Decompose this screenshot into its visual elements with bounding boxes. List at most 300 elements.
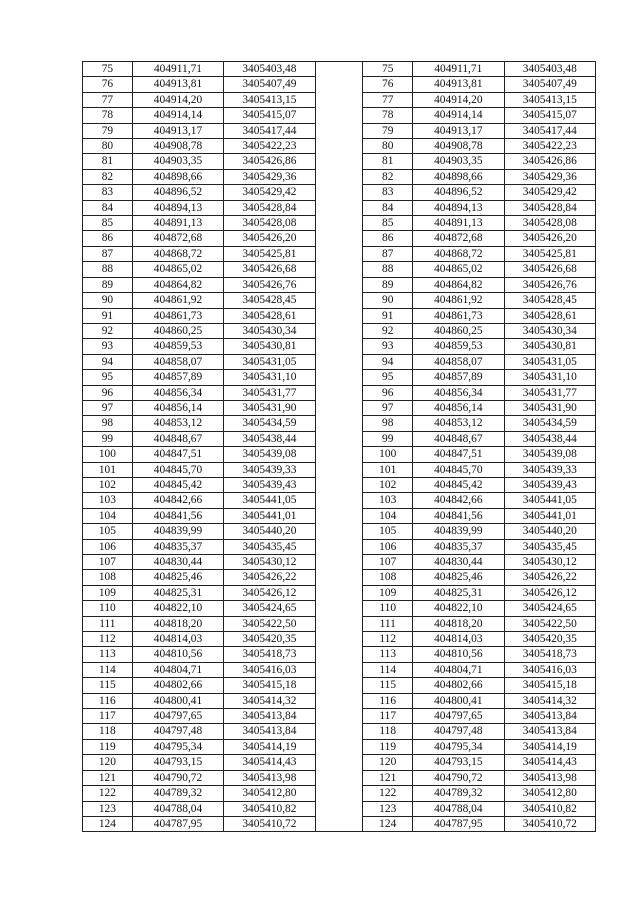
point-number-cell-right: 98 (363, 416, 413, 431)
x-coordinate-cell-right: 404847,51 (413, 447, 504, 462)
point-number-cell-left: 108 (83, 570, 133, 585)
table-row (83, 123, 596, 138)
table-row (83, 539, 596, 554)
y-coordinate-cell-right: 3405426,22 (504, 570, 595, 585)
x-coordinate-cell-right: 404911,71 (413, 62, 504, 77)
table-row (83, 786, 596, 801)
spacer-cell (315, 77, 363, 92)
spacer-cell (315, 493, 363, 508)
x-coordinate-cell-left: 404845,42 (132, 477, 223, 492)
x-coordinate-cell-right: 404825,46 (413, 570, 504, 585)
table-row (83, 231, 596, 246)
point-number-cell-right: 84 (363, 200, 413, 215)
y-coordinate-cell-right: 3405410,82 (504, 801, 595, 816)
table-row (83, 246, 596, 261)
point-number-cell-left: 78 (83, 108, 133, 123)
point-number-cell-right: 97 (363, 400, 413, 415)
point-number-cell-right: 110 (363, 601, 413, 616)
point-number-cell-right: 112 (363, 632, 413, 647)
x-coordinate-cell-left: 404847,51 (132, 447, 223, 462)
y-coordinate-cell-left: 3405413,98 (224, 770, 315, 785)
x-coordinate-cell-left: 404793,15 (132, 755, 223, 770)
x-coordinate-cell-right: 404861,92 (413, 293, 504, 308)
point-number-cell-left: 92 (83, 323, 133, 338)
y-coordinate-cell-right: 3405426,76 (504, 277, 595, 292)
y-coordinate-cell-right: 3405418,73 (504, 647, 595, 662)
x-coordinate-cell-left: 404802,66 (132, 678, 223, 693)
x-coordinate-cell-left: 404845,70 (132, 462, 223, 477)
x-coordinate-cell-right: 404860,25 (413, 323, 504, 338)
point-number-cell-left: 98 (83, 416, 133, 431)
x-coordinate-cell-left: 404825,31 (132, 585, 223, 600)
y-coordinate-cell-left: 3405412,80 (224, 786, 315, 801)
y-coordinate-cell-right: 3405439,08 (504, 447, 595, 462)
point-number-cell-right: 117 (363, 709, 413, 724)
x-coordinate-cell-left: 404914,14 (132, 108, 223, 123)
table-row (83, 216, 596, 231)
x-coordinate-cell-right: 404859,53 (413, 339, 504, 354)
y-coordinate-cell-left: 3405440,20 (224, 524, 315, 539)
point-number-cell-right: 86 (363, 231, 413, 246)
point-number-cell-left: 117 (83, 709, 133, 724)
x-coordinate-cell-right: 404800,41 (413, 693, 504, 708)
spacer-cell (315, 385, 363, 400)
point-number-cell-right: 89 (363, 277, 413, 292)
point-number-cell-left: 86 (83, 231, 133, 246)
y-coordinate-cell-right: 3405430,81 (504, 339, 595, 354)
spacer-cell (315, 308, 363, 323)
point-number-cell-left: 80 (83, 139, 133, 154)
y-coordinate-cell-left: 3405430,12 (224, 555, 315, 570)
x-coordinate-cell-right: 404795,34 (413, 739, 504, 754)
table-row (83, 169, 596, 184)
y-coordinate-cell-right: 3405426,12 (504, 585, 595, 600)
y-coordinate-cell-left: 3405414,43 (224, 755, 315, 770)
y-coordinate-cell-left: 3405418,73 (224, 647, 315, 662)
point-number-cell-right: 105 (363, 524, 413, 539)
table-row (83, 277, 596, 292)
y-coordinate-cell-right: 3405431,90 (504, 400, 595, 415)
point-number-cell-right: 121 (363, 770, 413, 785)
point-number-cell-left: 85 (83, 216, 133, 231)
point-number-cell-left: 84 (83, 200, 133, 215)
spacer-cell (315, 216, 363, 231)
y-coordinate-cell-left: 3405439,43 (224, 477, 315, 492)
y-coordinate-cell-left: 3405426,22 (224, 570, 315, 585)
table-row (83, 601, 596, 616)
point-number-cell-left: 114 (83, 662, 133, 677)
x-coordinate-cell-right: 404858,07 (413, 354, 504, 369)
table-row (83, 139, 596, 154)
y-coordinate-cell-right: 3405417,44 (504, 123, 595, 138)
x-coordinate-cell-left: 404913,17 (132, 123, 223, 138)
spacer-cell (315, 724, 363, 739)
x-coordinate-cell-right: 404898,66 (413, 169, 504, 184)
point-number-cell-left: 91 (83, 308, 133, 323)
point-number-cell-right: 90 (363, 293, 413, 308)
table-row (83, 62, 596, 77)
x-coordinate-cell-right: 404825,31 (413, 585, 504, 600)
x-coordinate-cell-right: 404835,37 (413, 539, 504, 554)
y-coordinate-cell-left: 3405414,19 (224, 739, 315, 754)
point-number-cell-left: 102 (83, 477, 133, 492)
y-coordinate-cell-left: 3405426,12 (224, 585, 315, 600)
table-row (83, 77, 596, 92)
spacer-cell (315, 62, 363, 77)
point-number-cell-left: 76 (83, 77, 133, 92)
point-number-cell-left: 94 (83, 354, 133, 369)
table-row (83, 416, 596, 431)
x-coordinate-cell-left: 404830,44 (132, 555, 223, 570)
point-number-cell-right: 93 (363, 339, 413, 354)
point-number-cell-left: 95 (83, 370, 133, 385)
x-coordinate-cell-left: 404788,04 (132, 801, 223, 816)
x-coordinate-cell-right: 404903,35 (413, 154, 504, 169)
y-coordinate-cell-right: 3405439,33 (504, 462, 595, 477)
x-coordinate-cell-left: 404872,68 (132, 231, 223, 246)
x-coordinate-cell-right: 404894,13 (413, 200, 504, 215)
y-coordinate-cell-left: 3405426,20 (224, 231, 315, 246)
point-number-cell-left: 93 (83, 339, 133, 354)
table-row (83, 524, 596, 539)
table-row (83, 585, 596, 600)
x-coordinate-cell-left: 404859,53 (132, 339, 223, 354)
table-row (83, 108, 596, 123)
x-coordinate-cell-left: 404858,07 (132, 354, 223, 369)
point-number-cell-right: 101 (363, 462, 413, 477)
point-number-cell-right: 95 (363, 370, 413, 385)
point-number-cell-right: 122 (363, 786, 413, 801)
x-coordinate-cell-left: 404861,92 (132, 293, 223, 308)
y-coordinate-cell-left: 3405403,48 (224, 62, 315, 77)
y-coordinate-cell-left: 3405441,01 (224, 508, 315, 523)
y-coordinate-cell-left: 3405438,44 (224, 431, 315, 446)
x-coordinate-cell-right: 404845,42 (413, 477, 504, 492)
y-coordinate-cell-right: 3405413,84 (504, 724, 595, 739)
y-coordinate-cell-left: 3405441,05 (224, 493, 315, 508)
y-coordinate-cell-right: 3405431,77 (504, 385, 595, 400)
spacer-cell (315, 585, 363, 600)
y-coordinate-cell-right: 3405410,72 (504, 816, 595, 831)
table-row (83, 493, 596, 508)
y-coordinate-cell-left: 3405420,35 (224, 632, 315, 647)
spacer-cell (315, 123, 363, 138)
y-coordinate-cell-right: 3405428,84 (504, 200, 595, 215)
y-coordinate-cell-left: 3405413,84 (224, 709, 315, 724)
table-row (83, 339, 596, 354)
x-coordinate-cell-right: 404913,81 (413, 77, 504, 92)
y-coordinate-cell-left: 3405416,03 (224, 662, 315, 677)
point-number-cell-right: 85 (363, 216, 413, 231)
x-coordinate-cell-right: 404868,72 (413, 246, 504, 261)
spacer-cell (315, 200, 363, 215)
x-coordinate-cell-left: 404864,82 (132, 277, 223, 292)
point-number-cell-left: 87 (83, 246, 133, 261)
x-coordinate-cell-right: 404822,10 (413, 601, 504, 616)
point-number-cell-left: 83 (83, 185, 133, 200)
point-number-cell-right: 111 (363, 616, 413, 631)
table-row (83, 477, 596, 492)
x-coordinate-cell-left: 404857,89 (132, 370, 223, 385)
point-number-cell-left: 115 (83, 678, 133, 693)
point-number-cell-right: 119 (363, 739, 413, 754)
x-coordinate-cell-left: 404908,78 (132, 139, 223, 154)
y-coordinate-cell-left: 3405430,81 (224, 339, 315, 354)
point-number-cell-right: 118 (363, 724, 413, 739)
point-number-cell-left: 124 (83, 816, 133, 831)
spacer-cell (315, 154, 363, 169)
y-coordinate-cell-right: 3405428,08 (504, 216, 595, 231)
y-coordinate-cell-left: 3405430,34 (224, 323, 315, 338)
y-coordinate-cell-right: 3405412,80 (504, 786, 595, 801)
y-coordinate-cell-right: 3405434,59 (504, 416, 595, 431)
table-row (83, 755, 596, 770)
y-coordinate-cell-right: 3405439,43 (504, 477, 595, 492)
y-coordinate-cell-left: 3405431,10 (224, 370, 315, 385)
y-coordinate-cell-right: 3405426,20 (504, 231, 595, 246)
point-number-cell-left: 122 (83, 786, 133, 801)
y-coordinate-cell-right: 3405426,86 (504, 154, 595, 169)
spacer-cell (315, 662, 363, 677)
point-number-cell-left: 81 (83, 154, 133, 169)
y-coordinate-cell-right: 3405420,35 (504, 632, 595, 647)
spacer-cell (315, 678, 363, 693)
point-number-cell-right: 114 (363, 662, 413, 677)
point-number-cell-left: 105 (83, 524, 133, 539)
point-number-cell-left: 77 (83, 92, 133, 107)
point-number-cell-right: 80 (363, 139, 413, 154)
y-coordinate-cell-right: 3405438,44 (504, 431, 595, 446)
spacer-cell (315, 508, 363, 523)
x-coordinate-cell-left: 404835,37 (132, 539, 223, 554)
x-coordinate-cell-left: 404790,72 (132, 770, 223, 785)
point-number-cell-right: 77 (363, 92, 413, 107)
spacer-cell (315, 323, 363, 338)
point-number-cell-right: 83 (363, 185, 413, 200)
spacer-cell (315, 108, 363, 123)
point-number-cell-right: 75 (363, 62, 413, 77)
table-row (83, 154, 596, 169)
y-coordinate-cell-right: 3405413,84 (504, 709, 595, 724)
y-coordinate-cell-right: 3405440,20 (504, 524, 595, 539)
table-row (83, 570, 596, 585)
y-coordinate-cell-right: 3405430,34 (504, 323, 595, 338)
spacer-cell (315, 739, 363, 754)
table-row (83, 200, 596, 215)
y-coordinate-cell-right: 3405431,10 (504, 370, 595, 385)
y-coordinate-cell-left: 3405415,07 (224, 108, 315, 123)
spacer-cell (315, 92, 363, 107)
point-number-cell-right: 123 (363, 801, 413, 816)
point-number-cell-right: 81 (363, 154, 413, 169)
x-coordinate-cell-right: 404839,99 (413, 524, 504, 539)
coordinates-table-body (83, 62, 596, 832)
point-number-cell-left: 75 (83, 62, 133, 77)
point-number-cell-left: 90 (83, 293, 133, 308)
y-coordinate-cell-right: 3405413,15 (504, 92, 595, 107)
point-number-cell-right: 99 (363, 431, 413, 446)
table-row (83, 801, 596, 816)
spacer-cell (315, 400, 363, 415)
y-coordinate-cell-right: 3405416,03 (504, 662, 595, 677)
point-number-cell-left: 106 (83, 539, 133, 554)
x-coordinate-cell-right: 404861,73 (413, 308, 504, 323)
spacer-cell (315, 169, 363, 184)
y-coordinate-cell-left: 3405426,86 (224, 154, 315, 169)
y-coordinate-cell-right: 3405415,07 (504, 108, 595, 123)
spacer-cell (315, 786, 363, 801)
point-number-cell-right: 107 (363, 555, 413, 570)
x-coordinate-cell-left: 404856,14 (132, 400, 223, 415)
table-row (83, 400, 596, 415)
table-row (83, 185, 596, 200)
y-coordinate-cell-right: 3405422,23 (504, 139, 595, 154)
point-number-cell-left: 111 (83, 616, 133, 631)
table-row (83, 508, 596, 523)
x-coordinate-cell-right: 404797,48 (413, 724, 504, 739)
y-coordinate-cell-left: 3405439,33 (224, 462, 315, 477)
x-coordinate-cell-left: 404896,52 (132, 185, 223, 200)
y-coordinate-cell-right: 3405430,12 (504, 555, 595, 570)
point-number-cell-right: 91 (363, 308, 413, 323)
x-coordinate-cell-right: 404789,32 (413, 786, 504, 801)
table-row (83, 678, 596, 693)
point-number-cell-right: 104 (363, 508, 413, 523)
x-coordinate-cell-left: 404804,71 (132, 662, 223, 677)
x-coordinate-cell-left: 404842,66 (132, 493, 223, 508)
table-row (83, 447, 596, 462)
y-coordinate-cell-left: 3405428,84 (224, 200, 315, 215)
point-number-cell-right: 106 (363, 539, 413, 554)
y-coordinate-cell-left: 3405413,15 (224, 92, 315, 107)
y-coordinate-cell-right: 3405426,68 (504, 262, 595, 277)
y-coordinate-cell-left: 3405415,18 (224, 678, 315, 693)
y-coordinate-cell-right: 3405414,32 (504, 693, 595, 708)
x-coordinate-cell-left: 404891,13 (132, 216, 223, 231)
x-coordinate-cell-right: 404818,20 (413, 616, 504, 631)
point-number-cell-right: 113 (363, 647, 413, 662)
x-coordinate-cell-right: 404845,70 (413, 462, 504, 477)
x-coordinate-cell-left: 404825,46 (132, 570, 223, 585)
point-number-cell-right: 102 (363, 477, 413, 492)
x-coordinate-cell-left: 404853,12 (132, 416, 223, 431)
table-row (83, 385, 596, 400)
table-row (83, 92, 596, 107)
y-coordinate-cell-left: 3405422,50 (224, 616, 315, 631)
spacer-cell (315, 262, 363, 277)
y-coordinate-cell-left: 3405428,45 (224, 293, 315, 308)
point-number-cell-left: 119 (83, 739, 133, 754)
point-number-cell-left: 112 (83, 632, 133, 647)
x-coordinate-cell-left: 404856,34 (132, 385, 223, 400)
x-coordinate-cell-right: 404856,14 (413, 400, 504, 415)
spacer-cell (315, 770, 363, 785)
spacer-cell (315, 447, 363, 462)
x-coordinate-cell-right: 404913,17 (413, 123, 504, 138)
spacer-cell (315, 462, 363, 477)
x-coordinate-cell-left: 404810,56 (132, 647, 223, 662)
spacer-cell (315, 601, 363, 616)
y-coordinate-cell-left: 3405426,76 (224, 277, 315, 292)
y-coordinate-cell-left: 3405425,81 (224, 246, 315, 261)
x-coordinate-cell-right: 404842,66 (413, 493, 504, 508)
point-number-cell-left: 113 (83, 647, 133, 662)
point-number-cell-left: 89 (83, 277, 133, 292)
y-coordinate-cell-right: 3405425,81 (504, 246, 595, 261)
table-row (83, 739, 596, 754)
x-coordinate-cell-left: 404795,34 (132, 739, 223, 754)
point-number-cell-left: 121 (83, 770, 133, 785)
x-coordinate-cell-left: 404860,25 (132, 323, 223, 338)
x-coordinate-cell-left: 404898,66 (132, 169, 223, 184)
x-coordinate-cell-right: 404848,67 (413, 431, 504, 446)
coordinates-table (82, 61, 596, 832)
point-number-cell-right: 88 (363, 262, 413, 277)
spacer-cell (315, 539, 363, 554)
y-coordinate-cell-right: 3405441,01 (504, 508, 595, 523)
x-coordinate-cell-right: 404793,15 (413, 755, 504, 770)
point-number-cell-right: 100 (363, 447, 413, 462)
table-row (83, 462, 596, 477)
x-coordinate-cell-right: 404853,12 (413, 416, 504, 431)
y-coordinate-cell-left: 3405414,32 (224, 693, 315, 708)
y-coordinate-cell-right: 3405415,18 (504, 678, 595, 693)
spacer-cell (315, 616, 363, 631)
point-number-cell-right: 103 (363, 493, 413, 508)
y-coordinate-cell-left: 3405429,42 (224, 185, 315, 200)
x-coordinate-cell-left: 404814,03 (132, 632, 223, 647)
y-coordinate-cell-left: 3405428,61 (224, 308, 315, 323)
table-row (83, 693, 596, 708)
y-coordinate-cell-right: 3405424,65 (504, 601, 595, 616)
point-number-cell-left: 82 (83, 169, 133, 184)
x-coordinate-cell-left: 404822,10 (132, 601, 223, 616)
x-coordinate-cell-right: 404788,04 (413, 801, 504, 816)
x-coordinate-cell-left: 404797,65 (132, 709, 223, 724)
point-number-cell-left: 116 (83, 693, 133, 708)
spacer-cell (315, 139, 363, 154)
x-coordinate-cell-right: 404841,56 (413, 508, 504, 523)
table-row (83, 616, 596, 631)
y-coordinate-cell-left: 3405429,36 (224, 169, 315, 184)
spacer-cell (315, 185, 363, 200)
table-row (83, 293, 596, 308)
y-coordinate-cell-left: 3405424,65 (224, 601, 315, 616)
point-number-cell-right: 124 (363, 816, 413, 831)
point-number-cell-left: 107 (83, 555, 133, 570)
spacer-cell (315, 370, 363, 385)
point-number-cell-right: 92 (363, 323, 413, 338)
x-coordinate-cell-right: 404908,78 (413, 139, 504, 154)
x-coordinate-cell-left: 404800,41 (132, 693, 223, 708)
y-coordinate-cell-right: 3405403,48 (504, 62, 595, 77)
point-number-cell-right: 79 (363, 123, 413, 138)
y-coordinate-cell-left: 3405407,49 (224, 77, 315, 92)
point-number-cell-right: 94 (363, 354, 413, 369)
y-coordinate-cell-right: 3405429,42 (504, 185, 595, 200)
table-row (83, 323, 596, 338)
y-coordinate-cell-left: 3405410,82 (224, 801, 315, 816)
x-coordinate-cell-right: 404787,95 (413, 816, 504, 831)
x-coordinate-cell-right: 404865,02 (413, 262, 504, 277)
x-coordinate-cell-left: 404894,13 (132, 200, 223, 215)
y-coordinate-cell-right: 3405428,45 (504, 293, 595, 308)
y-coordinate-cell-right: 3405429,36 (504, 169, 595, 184)
x-coordinate-cell-right: 404872,68 (413, 231, 504, 246)
spacer-cell (315, 816, 363, 831)
spacer-cell (315, 709, 363, 724)
spacer-cell (315, 477, 363, 492)
